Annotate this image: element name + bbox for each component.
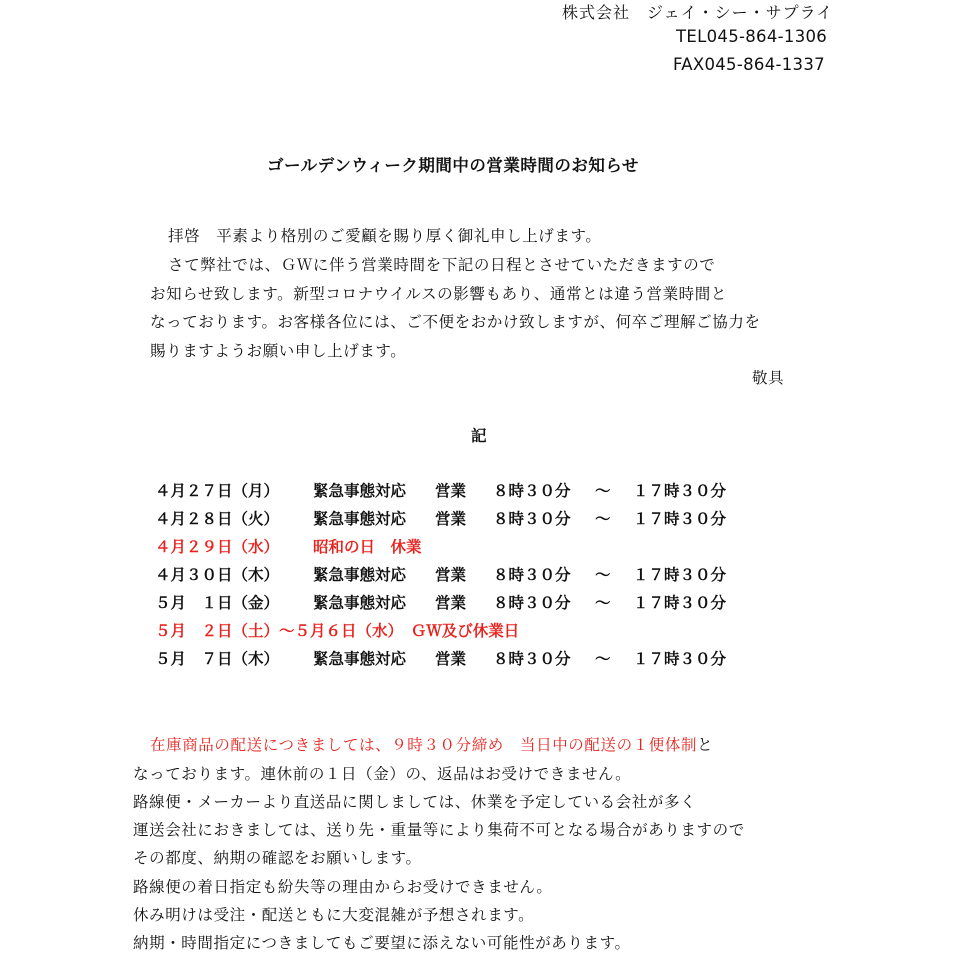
closing-word: 敬具 <box>752 369 785 387</box>
schedule-row-holiday <box>155 535 795 557</box>
greeting-line-4: なっております。お客様各位には、ご不便をおかけ致しますが、何卒ご理解ご協力を <box>150 313 761 331</box>
schedule-sep: ～ <box>595 594 611 612</box>
schedule-end: １７時３０分 <box>633 650 727 668</box>
notice-line-8: 納期・時間指定につきましてもご要望に添えない可能性があります。 <box>133 934 631 952</box>
schedule-type: 緊急事態対応 <box>313 566 407 584</box>
notice-line-7: 休み明けは受注・配送ともに大変混雑が予想されます。 <box>133 906 535 924</box>
fax-number: FAX045-864-1337 <box>673 55 825 74</box>
schedule-status: 営業 <box>435 650 467 668</box>
schedule-sep: ～ <box>595 566 611 584</box>
schedule-end: １７時３０分 <box>633 594 727 612</box>
notice-line-3: 路線便・メーカーより直送品に関しましては、休業を予定している会社が多く <box>133 793 697 811</box>
schedule-date: ４月２８日（火） <box>155 510 280 528</box>
schedule-row <box>155 647 795 669</box>
schedule-start: ８時３０分 <box>493 566 571 584</box>
greeting-line-1: 拝啓 平素より格別のご愛顧を賜り厚く御礼申し上げます。 <box>168 227 602 245</box>
schedule-end: １７時３０分 <box>633 482 727 500</box>
schedule-start: ８時３０分 <box>493 482 571 500</box>
schedule-date: ５月 １日（金） <box>155 594 280 612</box>
schedule-type: 緊急事態対応 <box>313 594 407 612</box>
tel-number: TEL045-864-1306 <box>676 27 828 46</box>
schedule-end: １７時３０分 <box>633 510 727 528</box>
schedule-date: ５月 ２日（土）～５月６日（水） ＧＷ及び休業日 <box>155 622 520 640</box>
notice-line-2: なっております。連休前の１日（金）の、返品はお受けできません。 <box>133 765 632 783</box>
schedule-date: ４月２９日（水） <box>155 538 280 556</box>
notice-line-1 <box>150 733 713 755</box>
company-name: 株式会社 ジェイ・シー・サプライ <box>562 3 834 22</box>
schedule-sep: ～ <box>595 650 611 668</box>
schedule-date: ４月２７日（月） <box>155 482 280 500</box>
schedule-start: ８時３０分 <box>493 510 571 528</box>
schedule-type: 昭和の日 休業 <box>313 538 422 556</box>
schedule-status: 営業 <box>435 594 467 612</box>
schedule-date: ５月 ７日（木） <box>155 650 280 668</box>
notice-tail: と <box>697 736 714 754</box>
schedule-row-holiday <box>155 619 795 641</box>
schedule-type: 緊急事態対応 <box>313 510 407 528</box>
schedule-start: ８時３０分 <box>493 594 571 612</box>
notice-line-6: 路線便の着日指定も紛失等の理由からお受けできません。 <box>133 878 553 896</box>
schedule-sep: ～ <box>595 482 611 500</box>
schedule-date: ４月３０日（木） <box>155 566 280 584</box>
schedule-end: １７時３０分 <box>633 566 727 584</box>
schedule-status: 営業 <box>435 482 467 500</box>
schedule-row <box>155 507 795 529</box>
document-title: ゴールデンウィーク期間中の営業時間のお知らせ <box>267 156 639 175</box>
schedule-type: 緊急事態対応 <box>313 650 407 668</box>
schedule-status: 営業 <box>435 566 467 584</box>
notice-highlight: 在庫商品の配送につきましては、９時３０分締め 当日中の配送の１便体制 <box>150 736 698 754</box>
schedule-row <box>155 563 795 585</box>
schedule-sep: ～ <box>595 510 611 528</box>
schedule-start: ８時３０分 <box>493 650 571 668</box>
ki-heading: 記 <box>471 427 487 445</box>
schedule-type: 緊急事態対応 <box>313 482 407 500</box>
greeting-line-3: お知らせ致します。新型コロナウイルスの影響もあり、通常とは違う営業時間と <box>150 285 727 303</box>
schedule-row <box>155 591 795 613</box>
schedule-status: 営業 <box>435 510 467 528</box>
greeting-line-2: さて弊社では、ＧＷに伴う営業時間を下記の日程とさせていただきますので <box>168 256 716 274</box>
notice-line-4: 運送会社におきましては、送り先・重量等により集荷不可となる場合がありますので <box>133 821 745 839</box>
schedule-row <box>155 479 795 501</box>
greeting-line-5: 賜りますようお願い申し上げます。 <box>150 342 407 360</box>
notice-line-5: その都度、納期の確認をお願いします。 <box>133 849 422 867</box>
